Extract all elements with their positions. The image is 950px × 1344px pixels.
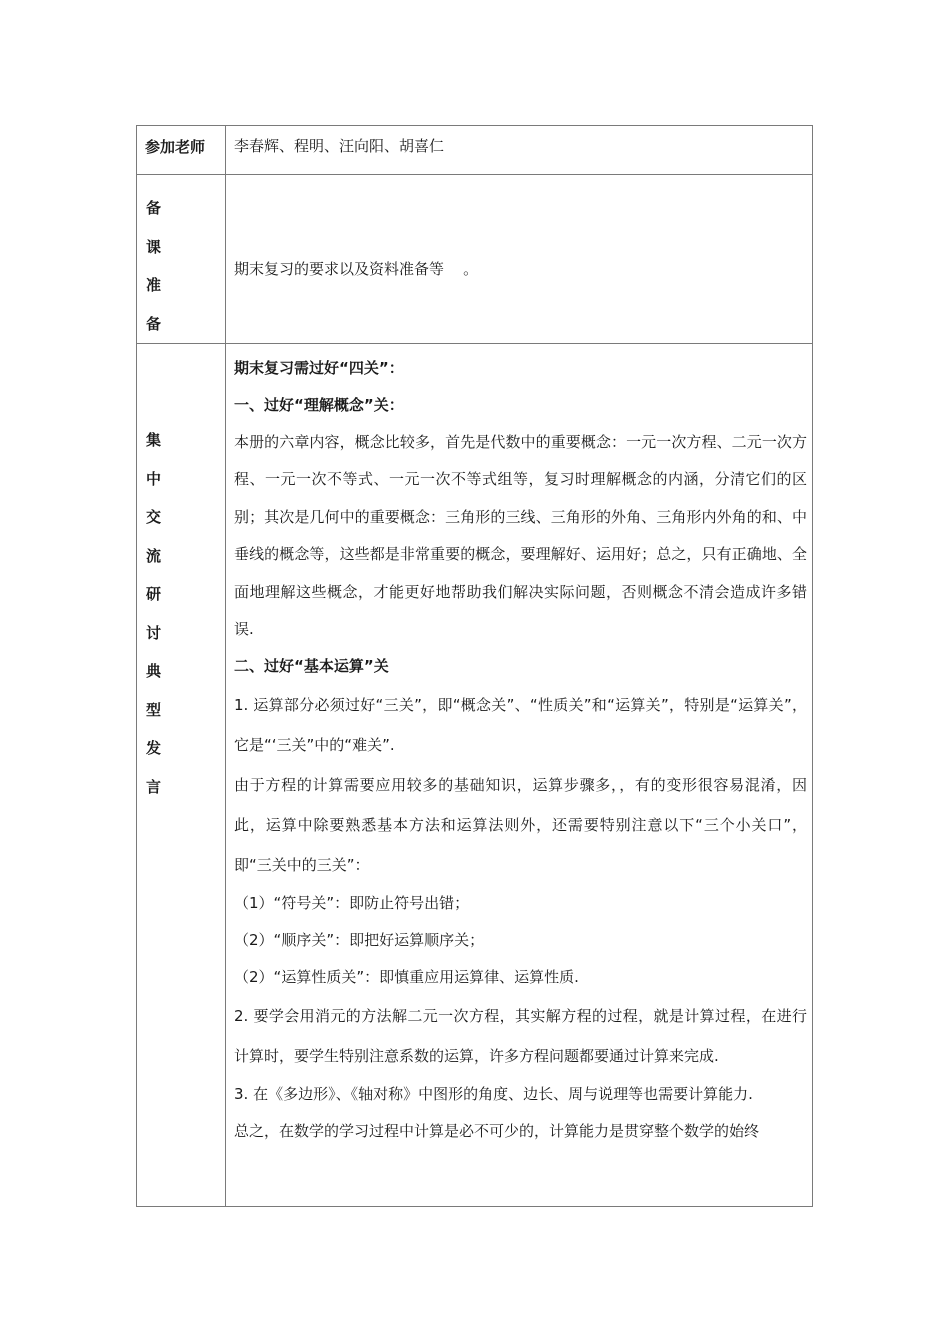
discussion-content-cell: [226, 344, 813, 1207]
discussion-label-char: 典: [146, 662, 162, 680]
participants-label-cell: [137, 126, 226, 175]
section2-heading: 二、过好“基本运算”关: [234, 657, 389, 676]
discussion-label-char: 流: [146, 546, 162, 565]
discussion-row: [137, 344, 813, 1207]
participants-label: 参加老师: [145, 138, 206, 156]
preparation-text: 期末复习的要求以及资料准备等 。: [234, 260, 479, 278]
preparation-label-char: 备: [146, 314, 162, 333]
point3-text: 3. 在《多边形》、《轴对称》中图形的角度、边长、周与说理等也需要计算能力.: [234, 1085, 753, 1104]
preparation-value-cell: [226, 175, 813, 344]
discussion-label-char: 中: [146, 469, 162, 488]
discussion-title: 期末复习需过好“四关”：: [234, 359, 404, 377]
section1-body: 本册的六章内容，概念比较多，首先是代数中的重要概念：一元一次方程、二元一次方程、一元一次不等式、一元一次不等式组等，复习时理解概念的内涵，分清它们的区别；其次是几何中的重要概念：三角形的三线、三角形的外角、三角形内外角的和、中垂线的概念等，这些都是非常重要的概念，要理解好、运用好；总之，只有正确地、全面地理解这些概念，才能更好地帮助我们解决实际问题，否则概念不清会造成许多错误.: [234, 433, 807, 639]
preparation-label-char: 准: [146, 276, 162, 294]
subitem-order: （2）“顺序关”：即把好运算顺序关；: [234, 931, 485, 950]
participants-row: [137, 126, 813, 175]
summary-text: 总之，在数学的学习过程中计算是必不可少的，计算能力是贯穿整个数学的始终: [234, 1122, 760, 1141]
point1-text: 1. 运算部分必须过好“三关”，即“概念关”、“性质关”和“运算关”，特别是“运算关”，它是“‘三关”中的“难关”.: [234, 696, 807, 755]
discussion-label-char: 讨: [146, 623, 162, 642]
subitem-property: （2）“运算性质关”：即慎重应用运算律、运算性质.: [234, 968, 579, 987]
participants-value-cell: [226, 126, 813, 175]
preparation-label-cell: [137, 175, 226, 344]
discussion-label-char: 言: [146, 777, 162, 796]
point2-text: 2. 要学会用消元的方法解二元一次方程，其实解方程的过程，就是计算过程，在进行计算时，要学生特别注意系数的运算，许多方程问题都要通过计算来完成.: [234, 1007, 807, 1066]
preparation-row: [137, 175, 813, 344]
discussion-label-cell: [137, 344, 226, 1207]
discussion-label-char: 型: [146, 700, 162, 719]
point1-note: 由于方程的计算需要应用较多的基础知识，运算步骤多，，有的变形很容易混淆，因此，运算中除要熟悉基本方法和运算法则外，还需要特别注意以下“三个小关口”，即“三关中的三关”：: [234, 776, 807, 875]
preparation-label-char: 课: [146, 237, 162, 256]
subitem-sign: （1）“符号关”：即防止符号出错；: [234, 894, 470, 913]
discussion-label-char: 交: [146, 508, 162, 526]
discussion-label-char: 研: [146, 585, 162, 603]
discussion-content: [226, 344, 812, 1150]
preparation-label: [137, 175, 225, 343]
discussion-label-char: 集: [146, 431, 162, 449]
section1-heading: 一、过好“理解概念”关：: [234, 396, 404, 414]
preparation-label-char: 备: [146, 199, 162, 217]
discussion-label-char: 发: [146, 739, 162, 757]
participants-names: 李春辉、程明、汪向阳、胡喜仁: [234, 137, 445, 155]
lesson-prep-table: [136, 125, 813, 1207]
discussion-label: [137, 344, 225, 806]
